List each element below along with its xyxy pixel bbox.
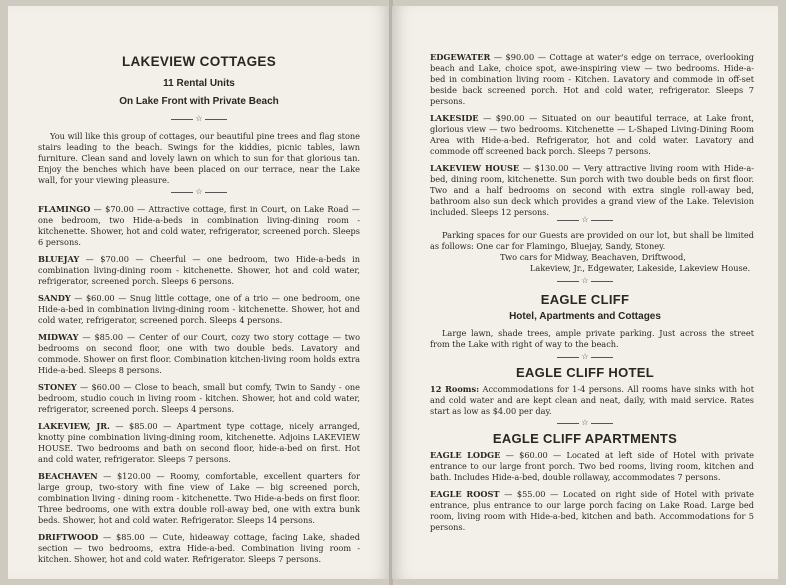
cottage-entry: DRIFTWOOD — $85.00 — Cute, hideaway cottage, facing Lake, shaded section — two bedrooms, extra Hide-a-bed. Combination living room - kitchen. Shower, hot and cold water. Refrigerator. Sleeps 7 persons.: [38, 532, 360, 564]
hotel-description: 12 Rooms: Accommodations for 1-4 persons. All rooms have sinks with hot and cold water and are kept clean and neat, daily, with maid service. Rates start as low as $4.00 per day.: [430, 384, 755, 416]
eagle-cliff-description: Large lawn, shade trees, ample private parking. Just across the street from the Lake with right of way to the beach.: [430, 328, 754, 349]
lake-front-tagline: On Lake Front with Private Beach: [119, 96, 279, 107]
cottage-entry: BLUEJAY — $70.00 — Cheerful — one bedroom, two Hide-a-beds in combination living-dining room - kitchenette. Shower, hot and cold water, refrigerator, screened porch. Sleeps 6 persons.: [38, 254, 360, 286]
star-divider: ☆: [8, 115, 390, 123]
star-divider: ☆: [392, 353, 778, 361]
star-divider: ☆: [392, 277, 778, 285]
cottage-entry: MIDWAY — $85.00 — Center of our Court, cozy two story cottage — two bedrooms on second floor, one with two double beds. Lavatory and commode. Shower on first floor. Combination kitchen-living room holds extra Hide-a-bed. Sleeps 8 persons.: [38, 332, 360, 375]
apartment-entry: EAGLE LODGE — $60.00 — Located at left side of Hotel with private entrance to our large front porch. Two bed rooms, living room, kitchen and bath. Includes Hide-a-bed, double rollaway, accommodates 7 persons.: [430, 450, 754, 482]
parking-note-two-cars: Two cars for Midway, Beachaven, Driftwood,: [500, 252, 686, 262]
cottage-entry: FLAMINGO — $70.00 — Attractive cottage, first in Court, on Lake Road — one bedroom, two Hide-a-beds in combination living-dining room - kitchenette. Shower, hot and cold water, refrigerator, screened porch. Sleeps 6 persons.: [38, 204, 360, 247]
parking-note-list: Lakeview, Jr., Edgewater, Lakeside, Lakeview House.: [530, 263, 751, 273]
left-page: [8, 6, 390, 579]
apartments-title: EAGLE CLIFF APARTMENTS: [492, 431, 678, 446]
intro-paragraph: You will like this group of cottages, our beautiful pine trees and flag stone stairs leading to the beach. Swings for the kiddies, picnic tables, lawn furniture. Clean sand and lovely lawn on which to sun for that glorious tan. Enjoy the benches which have been placed on our terrace, near the Lake wall, for your viewing pleasure.: [38, 131, 360, 185]
parking-note: Parking spaces for our Guests are provided on our lot, but shall be limited as follows: One car for Flamingo, Bluejay, Sandy, Stoney.: [430, 230, 754, 251]
cottage-list: [38, 204, 360, 571]
cottage-entry: BEACHAVEN — $120.00 — Roomy, comfortable, excellent quarters for large group, two-story with fine view of Lake — big screened porch, combination living - dining room - kitchenette. Two Hide-a-beds on first floor. Three bedrooms, one with extra double roll-away bed, one with extra bunk beds. Shower, hot and cold water. Refrigerator. Sleeps 14 persons.: [38, 471, 360, 525]
cottage-entry: LAKEVIEW, JR. — $85.00 — Apartment type cottage, nicely arranged, knotty pine combination living-dining room, kitchenette. Adjoins LAKEVIEW HOUSE. Two bedrooms and bath on second floor, hide-a-bed on first. Hot and cold water, refrigerator. Sleeps 7 persons.: [38, 421, 360, 464]
cottage-entry: LAKESIDE — $90.00 — Situated on our beautiful terrace, at Lake front, glorious view — two bedrooms. Kitchenette — L-Shaped Living-Dining Room Area with Hide-a-bed. Refrigerator, hot and cold water. Lavatory and commode off screened back porch. Sleeps 7 persons.: [430, 113, 754, 156]
star-divider: ☆: [392, 419, 778, 427]
star-divider: ☆: [8, 188, 390, 196]
units-subtitle: 11 Rental Units: [163, 78, 235, 89]
apartment-entry: EAGLE ROOST — $55.00 — Located on right side of Hotel with private entrance, plus entrance to our large porch facing on Lake Road. Large bed room, living room with Hide-a-bed, kitchen and bath. Accommodations for 5 persons.: [430, 489, 754, 532]
cottage-list-continued: [430, 52, 754, 224]
eagle-cliff-subtitle: Hotel, Apartments and Cottages: [509, 311, 661, 322]
star-divider: ☆: [392, 216, 778, 224]
eagle-cliff-title: EAGLE CLIFF: [540, 292, 630, 307]
cottage-entry: STONEY — $60.00 — Close to beach, small but comfy, Twin to Sandy - one bedroom, studio couch in living room - kitchen. Shower, hot and cold water, refrigerator, screened porch. Sleeps 4 persons.: [38, 382, 360, 414]
hotel-title: EAGLE CLIFF HOTEL: [516, 365, 654, 380]
right-page: [392, 6, 778, 579]
lakeview-title: LAKEVIEW COTTAGES: [121, 54, 277, 69]
cottage-entry: SANDY — $60.00 — Snug little cottage, one of a trio — one bedroom, one Hide-a-bed in combination living-dining room - kitchenette. Shower, hot and cold water, refrigerator, screened porch. Sleeps 4 persons.: [38, 293, 360, 325]
apartment-list: [430, 450, 754, 539]
cottage-entry: EDGEWATER — $90.00 — Cottage at water's edge on terrace, overlooking beach and Lake, choice spot, awe-inspiring view — two bedrooms. Hide-a-bed in combination living room - Kitchen. Lavatory and commode in off-set beside back screened porch. Hot and cold water, refrigerator. Sleeps 7 persons.: [430, 52, 754, 106]
cottage-entry: LAKEVIEW HOUSE — $130.00 — Very attractive living room with Hide-a-bed, dining room, kitchenette. Sun porch with two double beds on first floor. Two and a half bedrooms on second with extra single roll-away bed, bathroom also sun deck which provides a grand view of the Lake. Television included. Sleeps 12 persons.: [430, 163, 754, 217]
